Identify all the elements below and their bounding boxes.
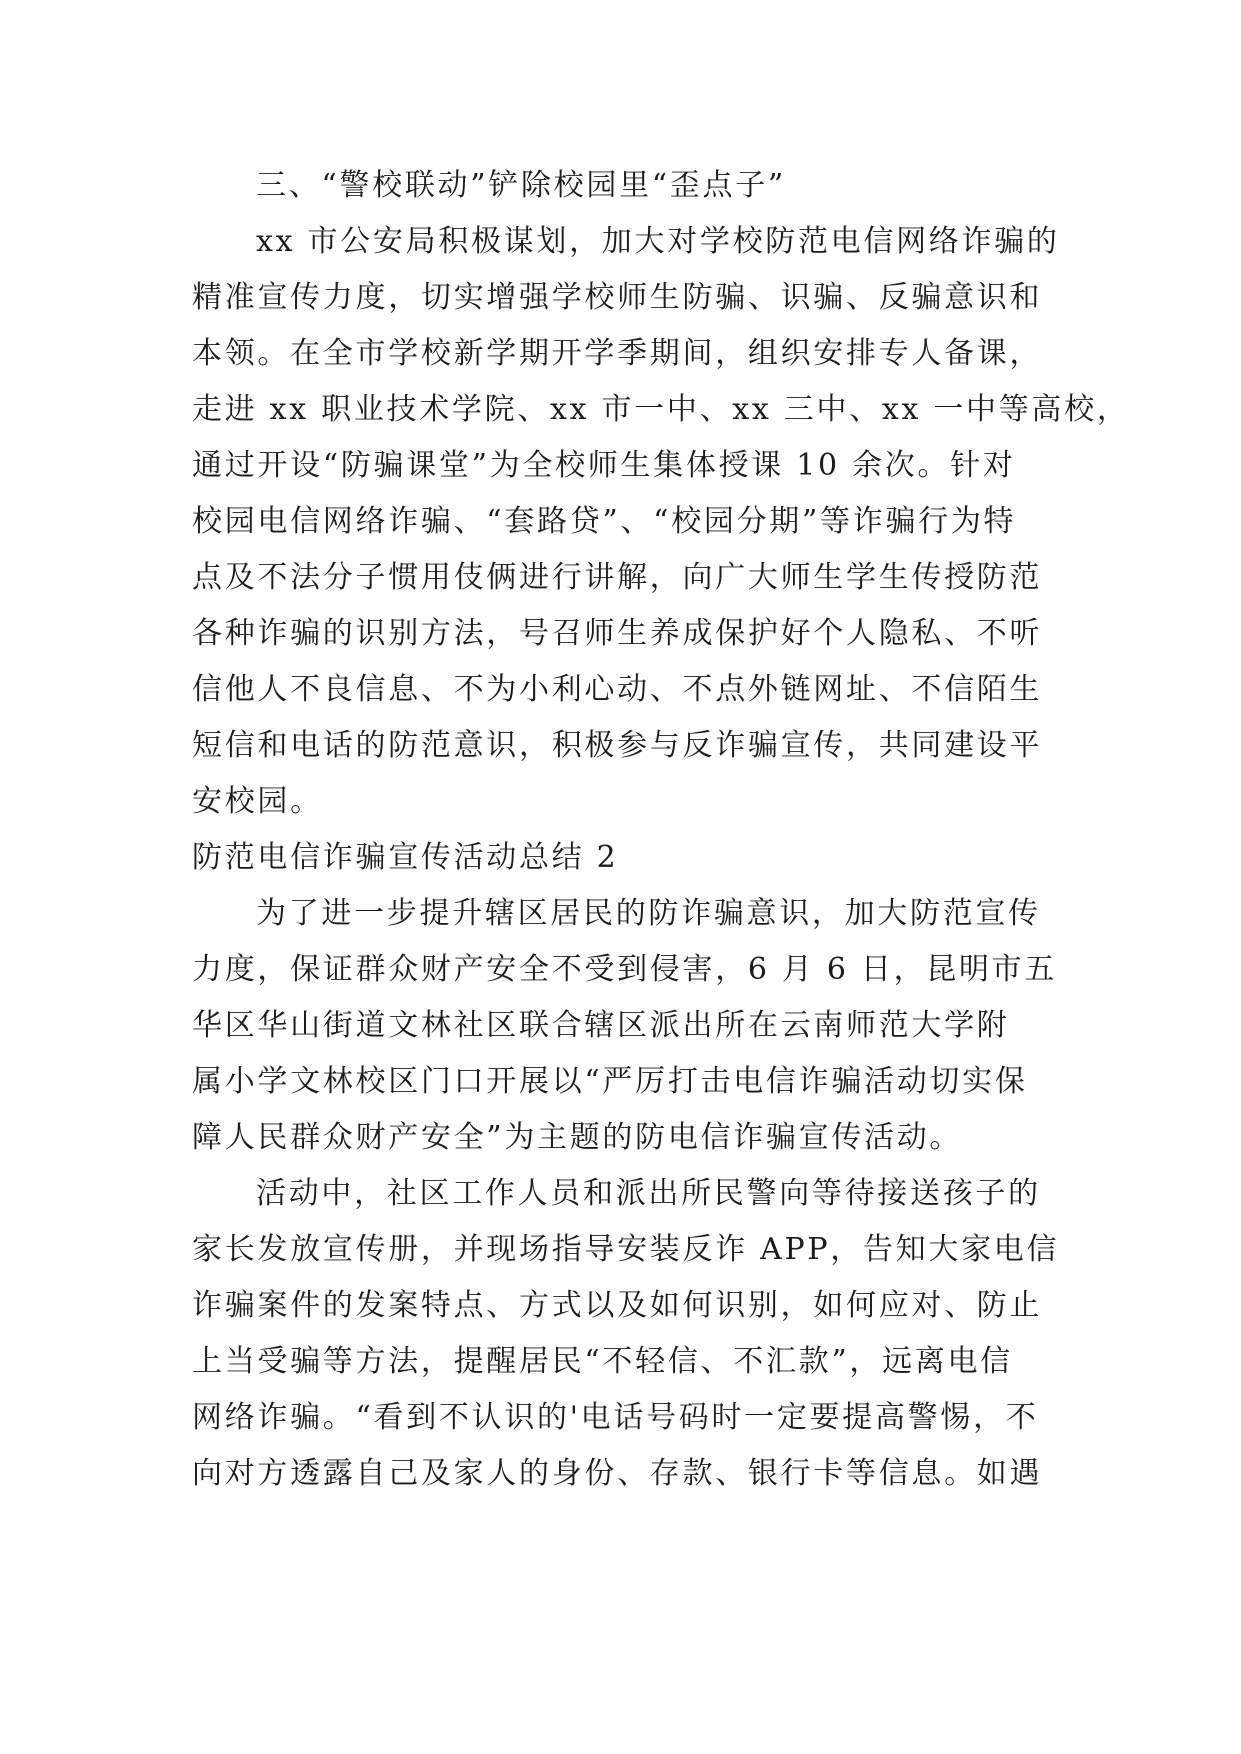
paragraph-line: 上当受骗等方法，提醒居民“不轻信、不汇款”，远离电信	[192, 1344, 1013, 1379]
paragraph-line: 通过开设“防骗课堂”为全校师生集体授课 10 余次。针对	[192, 448, 1016, 483]
paragraph-line: 力度，保证群众财产安全不受到侵害，6 月 6 日，昆明市五	[192, 952, 1058, 987]
paragraph-line: xx 市公安局积极谋划，加大对学校防范电信网络诈骗的	[256, 224, 1060, 259]
paragraph	[192, 886, 1058, 1166]
paragraph-line: 校园电信网络诈骗、“套路贷”、“校园分期”等诈骗行为特	[192, 504, 1017, 539]
paragraph-line: 本领。在全市学校新学期开学季期间，组织安排专人备课，	[192, 336, 1043, 371]
paragraph-line: 华区华山街道文林社区联合辖区派出所在云南师范大学附	[192, 1008, 1010, 1043]
heading-line: 三、“警校联动”铲除校园里“歪点子”	[256, 168, 786, 203]
paragraph-line: 向对方透露自己及家人的身份、存款、银行卡等信息。如遇	[192, 1456, 1043, 1491]
paragraph	[192, 1166, 1060, 1502]
paragraph	[192, 214, 1130, 830]
paragraph-line: 各种诈骗的识别方法，号召师生养成保护好个人隐私、不听	[192, 616, 1043, 651]
paragraph-line: 活动中，社区工作人员和派出所民警向等待接送孩子的	[256, 1176, 1041, 1211]
summary-title	[192, 830, 1052, 886]
paragraph-line: 为了进一步提升辖区居民的防诈骗意识，加大防范宣传	[256, 896, 1041, 931]
paragraph-line: 网络诈骗。“看到不认识的'电话号码时一定要提高警惕，不	[192, 1400, 1039, 1435]
paragraph-line: 家长发放宣传册，并现场指导安装反诈 APP，告知大家电信	[192, 1232, 1060, 1267]
document-body	[192, 158, 1130, 1502]
paragraph-line: 安校园。	[192, 784, 323, 819]
title-line: 防范电信诈骗宣传活动总结 2	[192, 840, 619, 875]
paragraph-line: 点及不法分子惯用伎俩进行讲解，向广大师生学生传授防范	[192, 560, 1043, 595]
section-heading	[192, 158, 1052, 214]
paragraph-line: 精准宣传力度，切实增强学校师生防骗、识骗、反骗意识和	[192, 280, 1043, 315]
paragraph-line: 诈骗案件的发案特点、方式以及如何识别，如何应对、防止	[192, 1288, 1043, 1323]
paragraph-line: 走进 xx 职业技术学院、xx 市一中、xx 三中、xx 一中等高校，	[192, 392, 1130, 427]
paragraph-line: 短信和电话的防范意识，积极参与反诈骗宣传，共同建设平	[192, 728, 1043, 763]
paragraph-line: 障人民群众财产安全”为主题的防电信诈骗宣传活动。	[192, 1120, 963, 1155]
paragraph-line: 属小学文林校区门口开展以“严厉打击电信诈骗活动切实保	[192, 1064, 1028, 1099]
paragraph-line: 信他人不良信息、不为小利心动、不点外链网址、不信陌生	[192, 672, 1043, 707]
